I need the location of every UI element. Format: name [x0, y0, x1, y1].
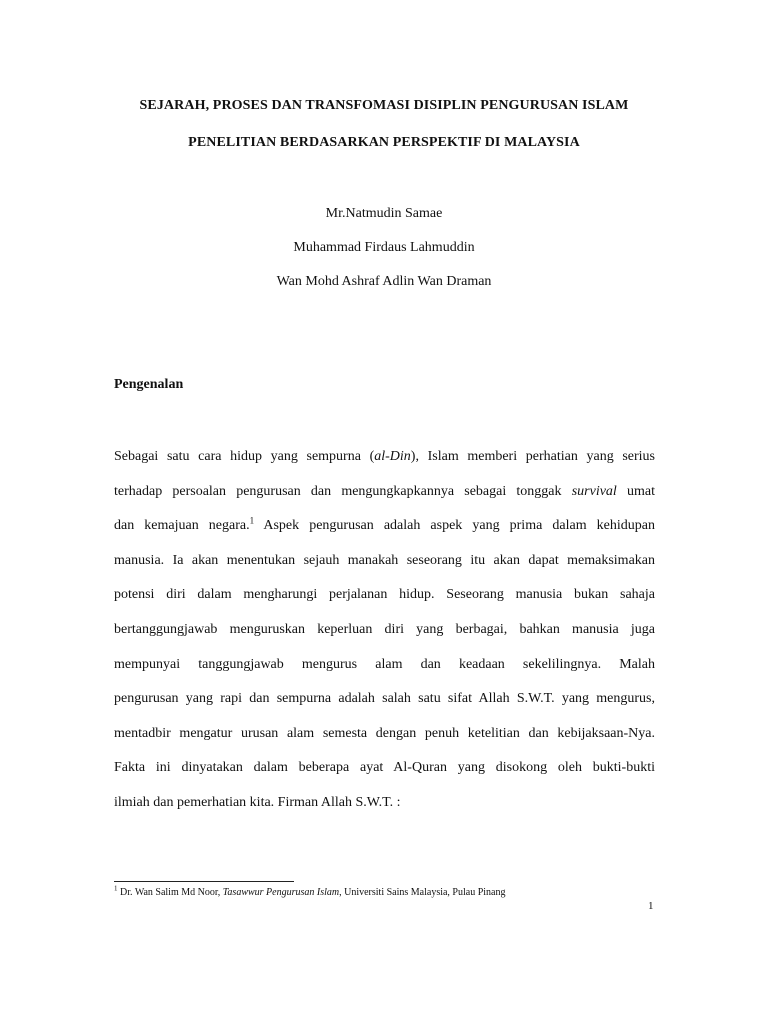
author-3: Wan Mohd Ashraf Adlin Wan Draman [276, 274, 492, 289]
page-number: 1 [648, 900, 654, 912]
body-line-11: ilmiah dan pemerhatian kita. Firman Allah S.W.T. : [114, 794, 401, 810]
footnote [114, 884, 506, 898]
body-line-6: bertanggungjawab menguruskan keperluan diri yang berbagai, bahkan manusia juga [114, 621, 655, 637]
footnote-reference[interactable]: 1 [249, 515, 255, 526]
body-text-segment: umat [627, 483, 656, 499]
footnote-text: , Universiti Sains Malaysia, Pulau Pinang [339, 887, 506, 898]
body-text-segment: ), Islam memberi perhatian yang serius [410, 449, 655, 464]
section-heading: Pengenalan [114, 377, 184, 392]
footnote-book-title: Tasawwur Pengurusan Islam [222, 887, 340, 898]
author-1: Mr.Natmudin Samae [325, 206, 443, 221]
body-line-4: manusia. Ia akan menentukan sejauh manakah seseorang itu akan dapat memaksimakan [114, 552, 655, 568]
document-title-line-1: SEJARAH, PROSES DAN TRANSFOMASI DISIPLIN PENGURUSAN ISLAM [139, 98, 629, 113]
body-line-5: potensi diri dalam mengharungi perjalanan hidup. Seseorang manusia bukan sahaja [114, 587, 655, 603]
footnote-text: Dr. Wan Salim Md Noor, [117, 887, 223, 898]
document-title-line-2: PENELITIAN BERDASARKAN PERSPEKTIF DI MALAYSIA [188, 135, 580, 150]
body-italic-term: survival [571, 483, 617, 499]
footnote-divider [114, 881, 294, 882]
footnote-marker: 1 [114, 884, 118, 893]
body-line-8: pengurusan yang rapi dan sempurna adalah salah satu sifat Allah S.W.T. yang mengurus, [114, 691, 655, 707]
body-line-10: Fakta ini dinyatakan dalam beberapa ayat Al-Quran yang disokong oleh bukti-bukti [114, 760, 655, 776]
body-line-1 [114, 440, 655, 475]
body-paragraph [114, 440, 655, 821]
author-2: Muhammad Firdaus Lahmuddin [293, 240, 475, 255]
body-line-3 [114, 509, 655, 544]
body-line-7: mempunyai tanggungjawab mengurus alam dan keadaan sekelilingnya. Malah [114, 656, 655, 672]
body-text-segment: terhadap persoalan pengurusan dan mengungkapkannya sebagai tonggak [114, 483, 562, 499]
body-text-segment: Aspek pengurusan adalah aspek yang prima dalam kehidupan [263, 518, 655, 534]
body-italic-term: al-Din [374, 449, 411, 464]
body-text-segment: Sebagai satu cara hidup yang sempurna ( [114, 449, 375, 464]
body-line-9: mentadbir mengatur urusan alam semesta dengan penuh ketelitian dan kebijaksaan-Nya. [114, 725, 655, 741]
body-line-2 [114, 475, 655, 510]
body-text-segment: dan kemajuan negara. [114, 518, 250, 534]
